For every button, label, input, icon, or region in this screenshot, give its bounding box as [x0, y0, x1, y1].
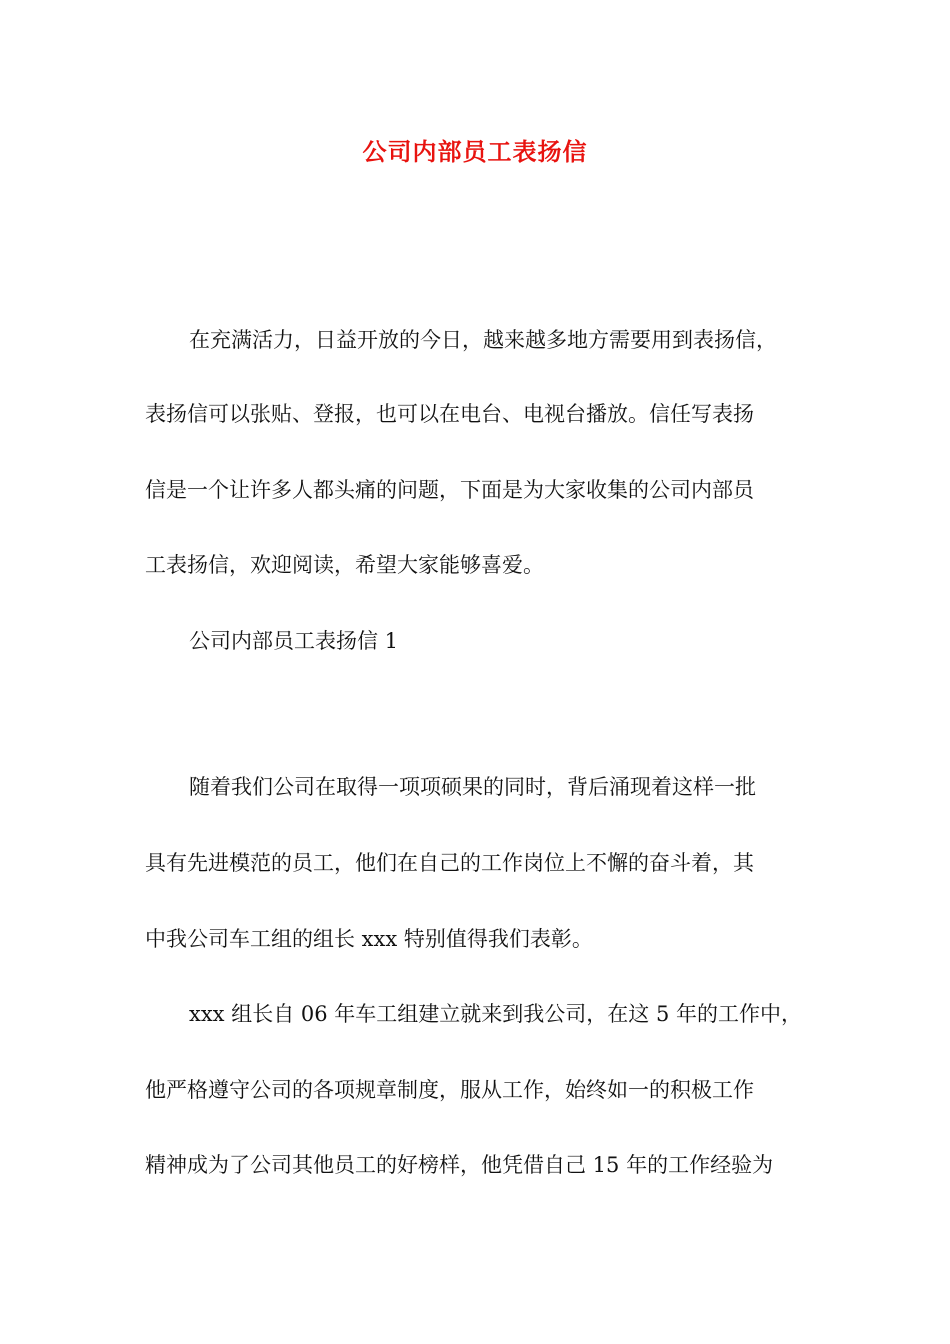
paragraph-line: 随着我们公司在取得一项项硕果的同时，背后涌现着这样一批 [189, 775, 756, 799]
paragraph-line: 在充满活力，日益开放的今日，越来越多地方需要用到表扬信， [189, 328, 777, 352]
paragraph-line: 工表扬信，欢迎阅读，希望大家能够喜爱。 [145, 553, 544, 577]
paragraph-line: xxx 组长自 06 年车工组建立就来到我公司，在这 5 年的工作中， [189, 1002, 802, 1026]
paragraph-line: 他严格遵守公司的各项规章制度，服从工作，始终如一的积极工作 [145, 1078, 754, 1102]
paragraph-line: 精神成为了公司其他员工的好榜样，他凭借自己 15 年的工作经验为 [145, 1153, 774, 1177]
document-title: 公司内部员工表扬信 [362, 138, 588, 166]
paragraph-line: 信是一个让许多人都头痛的问题，下面是为大家收集的公司内部员 [145, 478, 754, 502]
section-heading: 公司内部员工表扬信 1 [189, 629, 399, 653]
paragraph-line: 表扬信可以张贴、登报，也可以在电台、电视台播放。信任写表扬 [145, 402, 754, 426]
paragraph-line: 具有先进模范的员工，他们在自己的工作岗位上不懈的奋斗着，其 [145, 851, 754, 875]
paragraph-line: 中我公司车工组的组长 xxx 特别值得我们表彰。 [145, 927, 593, 951]
